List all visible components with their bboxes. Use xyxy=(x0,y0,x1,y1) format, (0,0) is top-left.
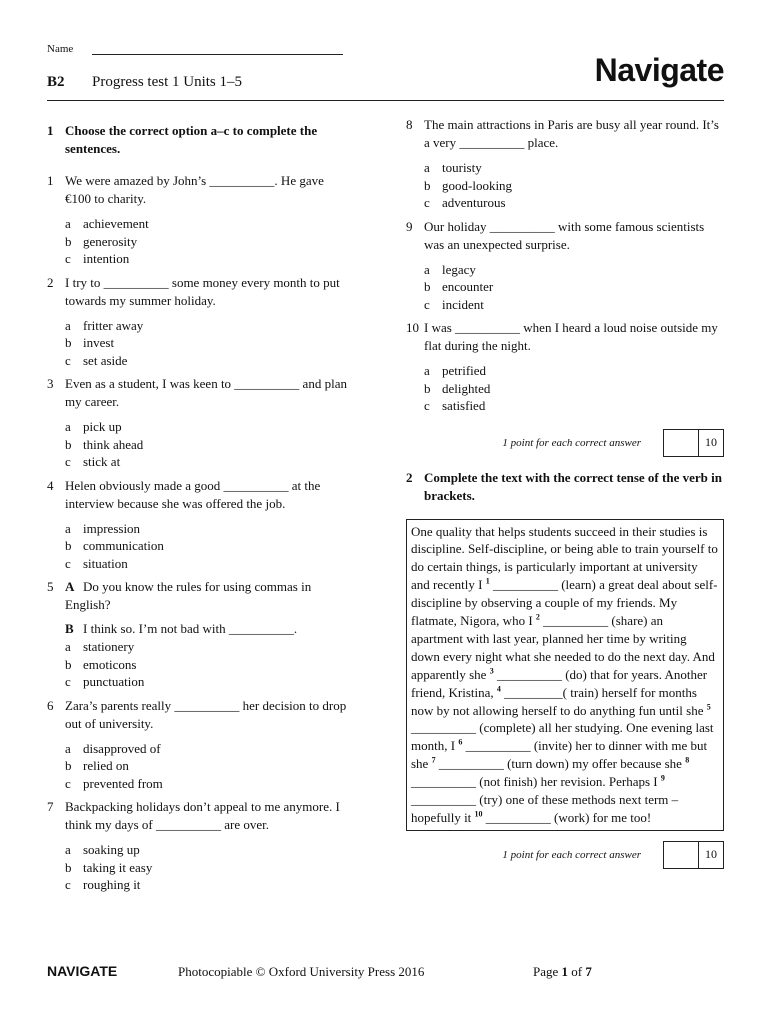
gap-number: 5 xyxy=(706,702,711,712)
option-letter: c xyxy=(65,775,71,791)
question-number: 3 xyxy=(47,376,54,391)
section2-score xyxy=(406,841,724,869)
page-total: 7 xyxy=(585,964,592,979)
question-3 xyxy=(47,375,347,471)
question-9 xyxy=(406,218,724,314)
answer-option[interactable] xyxy=(65,418,347,436)
score-box xyxy=(663,841,724,869)
score-box xyxy=(663,429,724,457)
option-text: roughing it xyxy=(83,877,141,892)
passage-text: __________ (work) for me too! xyxy=(482,810,652,825)
name-label: Name xyxy=(47,43,74,55)
option-letter: a xyxy=(65,317,71,333)
score-total: 10 xyxy=(705,435,717,449)
option-text: communication xyxy=(83,538,164,553)
answer-option[interactable] xyxy=(424,194,724,212)
answer-option[interactable] xyxy=(65,317,347,335)
question-6 xyxy=(47,697,347,793)
answer-options xyxy=(65,215,347,268)
answer-option[interactable] xyxy=(65,638,347,656)
option-text: situation xyxy=(83,555,128,571)
option-letter: c xyxy=(424,296,430,312)
answer-options xyxy=(65,841,347,894)
question-number: 9 xyxy=(406,218,413,234)
section2-number: 2 xyxy=(406,469,413,485)
answer-option[interactable] xyxy=(424,397,724,415)
option-text: impression xyxy=(83,520,141,536)
passage-text: __________ (complete) all her studying. One evening last month, I xyxy=(411,720,714,754)
question-number: 2 xyxy=(47,274,54,290)
answer-option[interactable] xyxy=(65,233,347,251)
question-number: 4 xyxy=(47,477,54,493)
option-text: stick at xyxy=(83,454,121,469)
speaker-b: B xyxy=(65,621,74,636)
option-letter: b xyxy=(65,436,72,452)
option-text: prevented from xyxy=(83,775,163,791)
option-letter: c xyxy=(65,877,71,892)
option-text: stationery xyxy=(83,639,135,654)
option-letter: b xyxy=(65,538,72,553)
option-text: fritter away xyxy=(83,317,144,333)
score-total: 10 xyxy=(705,847,717,862)
option-letter: c xyxy=(424,398,430,413)
question-stem xyxy=(406,116,724,152)
option-letter: a xyxy=(65,419,71,434)
option-text: incident xyxy=(442,296,484,312)
answer-option[interactable] xyxy=(65,876,347,894)
answer-option[interactable] xyxy=(65,453,347,471)
option-letter: a xyxy=(424,363,430,378)
question-7 xyxy=(47,798,347,894)
passage-text: __________ (learn) a great deal about self-discipline by observing a couple of my friends. My flatmate, Nigora, who I xyxy=(411,577,718,629)
footer-brand: NAVIGATE xyxy=(47,963,118,979)
passage-text: One quality that helps students succeed in their studies is discipline. Self-discipline, or being able to train yourself to do certain things, is particularly important at university and recently I xyxy=(411,523,718,593)
question-number: 1 xyxy=(47,173,54,188)
question-stem xyxy=(47,375,347,411)
option-text: good-looking xyxy=(442,177,513,193)
section1-questions-left xyxy=(47,172,347,894)
passage-text: __________ (share) an apartment with last year, planned her time by writing down every night what she needed to do the next day. And apparently she xyxy=(411,613,715,682)
option-text: taking it easy xyxy=(83,859,153,875)
option-text: encounter xyxy=(442,279,494,294)
answer-option[interactable] xyxy=(424,278,724,296)
option-letter: c xyxy=(424,195,430,210)
option-text: petrified xyxy=(442,363,487,378)
dialogue-a: Do you know the rules for using commas in English? xyxy=(65,579,312,612)
option-letter: c xyxy=(65,674,71,689)
option-text: generosity xyxy=(83,233,138,249)
section1-instruction: Choose the correct option a–c to complete the sentences. xyxy=(65,123,318,156)
option-letter: a xyxy=(65,216,71,231)
option-text: emoticons xyxy=(83,656,137,672)
answer-option[interactable] xyxy=(424,177,724,195)
answer-option[interactable] xyxy=(65,841,347,859)
answer-option[interactable] xyxy=(65,656,347,674)
question-stem xyxy=(47,798,347,834)
question-number: 6 xyxy=(47,697,54,713)
gap-number: 2 xyxy=(535,612,540,622)
option-text: legacy xyxy=(442,261,476,277)
score-label: 1 point for each correct answer xyxy=(502,848,641,861)
level-label: B2 xyxy=(47,74,65,90)
option-letter: c xyxy=(65,251,71,266)
question-1 xyxy=(47,172,347,268)
answer-option[interactable] xyxy=(65,775,347,793)
answer-options xyxy=(65,317,347,370)
option-letter: b xyxy=(65,335,72,350)
option-letter: b xyxy=(424,177,431,193)
question-stem xyxy=(47,274,347,310)
option-letter: c xyxy=(65,352,71,368)
question-stem xyxy=(406,218,724,254)
section1-score xyxy=(406,429,724,457)
question-text: The main attractions in Paris are busy all year round. It’s a very __________ place. xyxy=(424,117,719,150)
option-text: set aside xyxy=(83,352,128,368)
option-letter: a xyxy=(65,520,71,536)
passage-text: _________( train) herself for months now by not allowing herself to do anything fun until she xyxy=(411,684,707,718)
passage-text: __________ (try) one of these methods next term – hopefully it xyxy=(411,792,679,825)
section2-heading xyxy=(406,469,724,505)
question-stem xyxy=(406,319,724,355)
answer-options xyxy=(65,740,347,793)
question-number: 10 xyxy=(406,320,419,335)
gap-fill-passage xyxy=(406,519,724,831)
footer-page-number xyxy=(533,964,592,980)
question-text: I was __________ when I heard a loud noise outside my flat during the night. xyxy=(424,320,718,353)
option-text: intention xyxy=(83,251,130,266)
page-prefix: Page xyxy=(533,964,562,979)
question-number: 8 xyxy=(406,117,413,132)
answer-options xyxy=(65,638,347,691)
option-text: adventurous xyxy=(442,195,506,210)
gap-number: 7 xyxy=(431,755,436,765)
score-label: 1 point for each correct answer xyxy=(502,436,641,449)
option-text: soaking up xyxy=(83,842,140,857)
option-letter: b xyxy=(65,859,72,875)
answer-options xyxy=(424,362,724,415)
option-letter: a xyxy=(65,740,71,756)
navigate-logo: Navigate xyxy=(594,52,724,88)
answer-option[interactable] xyxy=(65,555,347,573)
option-letter: c xyxy=(65,555,71,571)
score-entry[interactable] xyxy=(664,842,699,868)
section1-heading xyxy=(47,122,347,158)
option-letter: b xyxy=(65,656,72,672)
option-letter: b xyxy=(424,279,431,294)
option-letter: b xyxy=(65,233,72,249)
answer-option[interactable] xyxy=(65,859,347,877)
page-of: of xyxy=(568,964,586,979)
passage-text: __________ (not finish) her revision. Perhaps I xyxy=(411,774,661,790)
option-text: disapproved of xyxy=(83,740,161,756)
answer-option[interactable] xyxy=(65,673,347,691)
answer-options xyxy=(424,159,724,212)
footer-copyright: Photocopiable © Oxford University Press 2016 xyxy=(178,964,425,979)
answer-options xyxy=(65,418,347,471)
option-text: satisfied xyxy=(442,398,486,413)
gap-number: 3 xyxy=(489,666,494,676)
passage-text: __________ (turn down) my offer because she xyxy=(435,756,686,772)
question-number: 5 xyxy=(47,579,54,594)
question-stem xyxy=(47,172,347,208)
answer-option[interactable] xyxy=(65,352,347,370)
option-letter: c xyxy=(65,454,71,469)
answer-option[interactable] xyxy=(65,215,347,233)
question-10 xyxy=(406,319,724,415)
passage-text: __________ (invite) her to dinner with me but she xyxy=(411,738,708,772)
page-num: 1 xyxy=(561,964,569,979)
header-rule xyxy=(47,100,724,101)
score-entry[interactable] xyxy=(664,430,699,456)
option-text: think ahead xyxy=(83,436,144,452)
right-column xyxy=(406,116,724,869)
option-letter: a xyxy=(65,842,71,857)
test-title: Progress test 1 Units 1–5 xyxy=(92,74,242,90)
gap-number: 4 xyxy=(496,684,501,694)
question-5 xyxy=(47,578,347,691)
answer-options xyxy=(65,520,347,573)
left-column xyxy=(47,122,347,894)
question-stem xyxy=(47,477,347,513)
gap-number: 9 xyxy=(660,773,665,783)
passage-text: __________ (do) that for years. Another friend, Kristina, xyxy=(411,666,708,700)
section1-number: 1 xyxy=(47,123,54,138)
question-stem xyxy=(47,578,347,614)
gap-number: 1 xyxy=(485,576,490,586)
option-text: relied on xyxy=(83,758,129,773)
dialogue-line-b xyxy=(65,620,347,638)
option-letter: a xyxy=(424,160,430,175)
gap-number: 6 xyxy=(458,738,463,748)
question-4 xyxy=(47,477,347,573)
answer-option[interactable] xyxy=(424,261,724,279)
question-number: 7 xyxy=(47,799,54,814)
answer-options xyxy=(424,261,724,314)
option-text: delighted xyxy=(442,380,491,396)
speaker-a: A xyxy=(65,579,75,594)
option-text: touristy xyxy=(442,160,482,175)
question-text: I try to __________ some money every month to put towards my summer holiday. xyxy=(65,274,340,308)
question-text: Our holiday __________ with some famous scientists was an unexpected surprise. xyxy=(424,218,705,252)
section1-questions-right xyxy=(406,116,724,415)
option-text: invest xyxy=(83,335,115,350)
answer-option[interactable] xyxy=(424,159,724,177)
option-text: achievement xyxy=(83,216,149,231)
option-letter: a xyxy=(424,261,430,277)
question-8 xyxy=(406,116,724,212)
question-text: Even as a student, I was keen to __________ and plan my career. xyxy=(65,376,347,409)
question-text: Helen obviously made a good __________ at the interview because she was offered the job. xyxy=(65,477,321,511)
option-letter: a xyxy=(65,639,71,654)
dialogue-b: I think so. I’m not bad with __________. xyxy=(83,621,298,636)
answer-option[interactable] xyxy=(65,740,347,758)
option-letter: b xyxy=(65,758,72,773)
answer-option[interactable] xyxy=(65,520,347,538)
answer-option[interactable] xyxy=(65,334,347,352)
question-text: Backpacking holidays don’t appeal to me anymore. I think my days of __________ are over. xyxy=(65,799,340,832)
option-text: punctuation xyxy=(83,674,145,689)
option-letter: b xyxy=(424,380,431,396)
answer-option[interactable] xyxy=(424,380,724,398)
answer-option[interactable] xyxy=(65,250,347,268)
gap-number: 10 xyxy=(474,809,483,819)
name-line xyxy=(92,54,343,55)
section2-instruction: Complete the text with the correct tense of the verb in brackets. xyxy=(424,469,722,503)
question-text xyxy=(65,578,347,614)
answer-option[interactable] xyxy=(424,296,724,314)
question-stem xyxy=(47,697,347,733)
gap-number: 8 xyxy=(685,755,690,765)
answer-option[interactable] xyxy=(65,436,347,454)
question-2 xyxy=(47,274,347,370)
answer-option[interactable] xyxy=(65,757,347,775)
answer-option[interactable] xyxy=(424,362,724,380)
answer-option[interactable] xyxy=(65,537,347,555)
question-text: We were amazed by John’s __________. He gave €100 to charity. xyxy=(65,173,324,206)
question-text: Zara’s parents really __________ her decision to drop out of university. xyxy=(65,697,347,731)
option-text: pick up xyxy=(83,419,122,434)
